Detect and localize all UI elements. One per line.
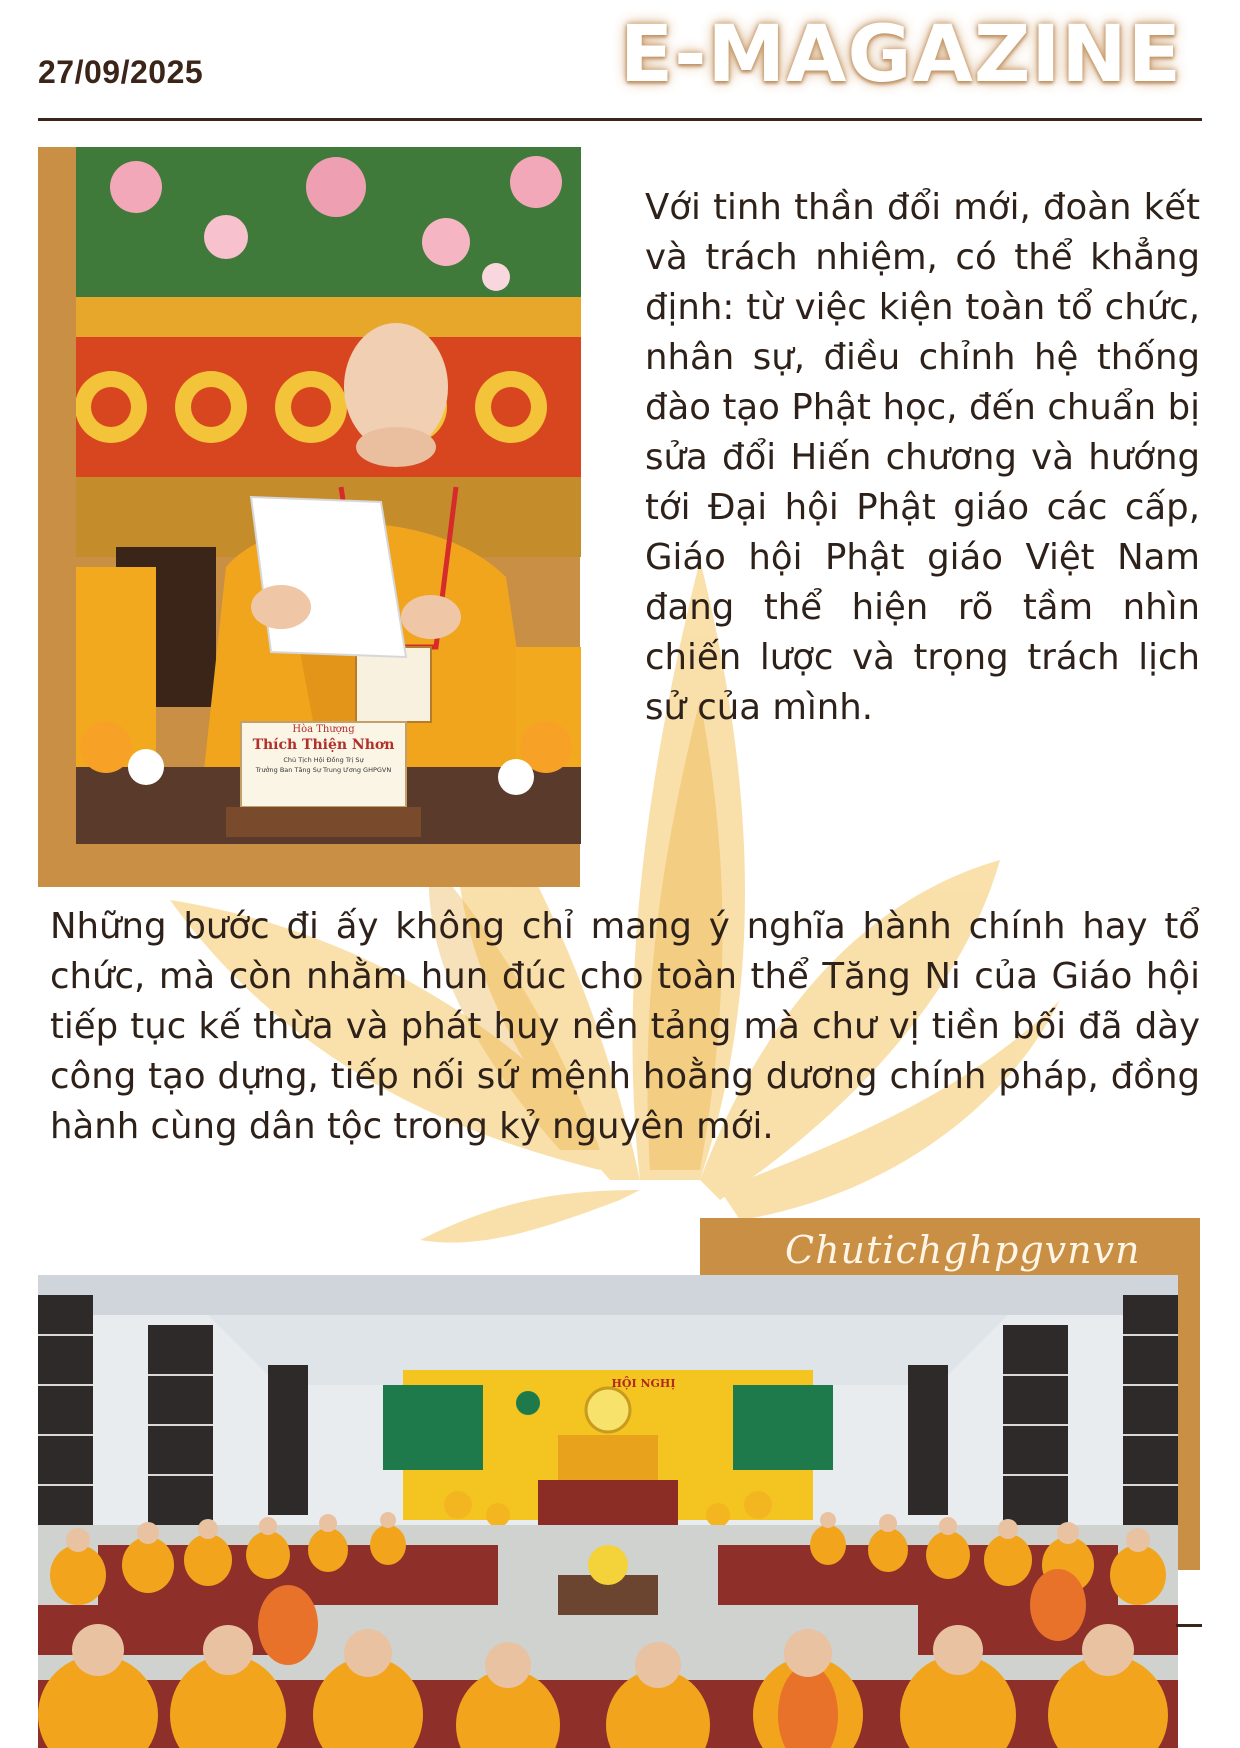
header-divider — [38, 118, 1202, 121]
photo-signature: Chutichghpgvnvn — [785, 1228, 1141, 1272]
side-divider — [1176, 1624, 1202, 1627]
magazine-brand: E-MAGAZINE — [619, 10, 1182, 100]
nameplate-position-1: Chủ Tịch Hội Đồng Trị Sự — [283, 756, 364, 765]
article-paragraph-2: Những bước đi ấy không chỉ mang ý nghĩa hành chính hay tổ chức, mà còn nhằm hun đúc cho toàn thể Tăng Ni của Giáo hội tiếp tục kế thừa và phát huy nền tảng mà chư vị tiền bối đã dày công tạo dựng, tiếp nối sứ mệnh hoằng dương chính pháp, đồng hành cùng dân tộc trong kỷ nguyên mới. — [50, 906, 1200, 1147]
article-paragraph-1: Với tinh thần đổi mới, đoàn kết và trách nhiệm, có thể khẳng định: từ việc kiện toàn tổ chức, nhân sự, điều chỉnh hệ thống đào tạo Phật học, đến chuẩn bị sửa đổi Hiến chương và hướng tới Đại hội Phật giáo các cấp, Giáo hội Phật giáo Việt Nam đang thể hiện rõ tầm nhìn chiến lược và trọng trách lịch sử của mình. — [645, 187, 1200, 728]
speaker-photo — [76, 147, 581, 844]
nameplate-name: Thích Thiện Nhơn — [252, 737, 395, 753]
conference-hall-photo — [38, 1275, 1178, 1748]
issue-date: 27/09/2025 — [38, 54, 204, 90]
nameplate-title: Hòa Thượng — [292, 724, 355, 735]
nameplate-position-2: Trưởng Ban Tăng Sự Trung Ương GHPGVN — [255, 765, 392, 774]
hall-banner-title: HỘI NGHỊ — [611, 1377, 676, 1390]
